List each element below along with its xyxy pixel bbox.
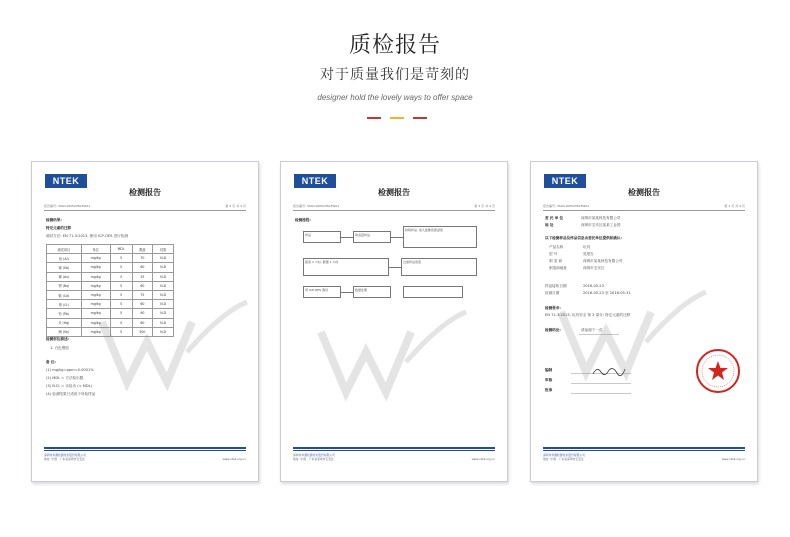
table-header-cell: 单位: [81, 245, 110, 254]
report-card-2[interactable]: [280, 161, 508, 482]
field-label: 型 号: [549, 252, 558, 256]
watermark-icon: [551, 272, 711, 382]
footer-website: www.ntek.org.cn: [721, 457, 745, 461]
report-card-3[interactable]: [530, 161, 758, 482]
date-value: 2016-05-23 至 2016-05-31: [583, 291, 631, 295]
report-meta: [293, 204, 495, 211]
table-cell: mg/kg: [81, 318, 110, 327]
report-title: 检测报告: [628, 188, 660, 197]
footer-address: 地址: 中国 · 广东省深圳市宝安区: [44, 457, 85, 461]
flow-step-5: 过滤样品溶液: [401, 258, 477, 276]
dash-yellow: [390, 117, 404, 119]
sample-info-heading: 以下检测样品及样品信息由委托单位提供和确认:: [545, 236, 622, 240]
report-footer: [293, 450, 495, 467]
ntek-logo: NTEK: [45, 174, 87, 188]
table-cell: 25: [132, 272, 153, 281]
sample-heading: 检测部位描述:: [46, 337, 69, 341]
sign-line: [571, 393, 631, 394]
footer-website: www.ntek.org.cn: [471, 457, 495, 461]
table-cell: 5: [110, 309, 132, 318]
table-cell: 5: [110, 272, 132, 281]
dash-red-right: [413, 117, 427, 119]
result-value: 请参阅下一页: [581, 328, 603, 332]
flow-step-4: 振荡 1 小时, 静置 1 小时: [303, 258, 389, 276]
table-cell: 5: [110, 290, 132, 299]
table-header-cell: 限值: [132, 245, 153, 254]
standard-label: 检测要求:: [545, 306, 561, 310]
table-cell: N.D: [153, 300, 174, 309]
table-cell: 5: [110, 327, 132, 336]
table-cell: 硒 (Se): [47, 327, 82, 336]
section-heading: 特定元素的迁移: [46, 226, 72, 230]
date-value: 2016-05-23: [583, 284, 604, 288]
table-cell: 铝 (Al): [47, 254, 82, 263]
table-cell: 锑 (Sb): [47, 263, 82, 272]
table-cell: mg/kg: [81, 254, 110, 263]
ntek-logo: NTEK: [294, 174, 336, 188]
report-meta: [44, 204, 246, 211]
address-value: 深圳市宝安区某某工业园: [581, 223, 621, 227]
footer-company: 深圳市华测检测技术股份有限公司: [44, 453, 86, 457]
flow-step-7: 数据处理: [353, 286, 391, 298]
footer-address: 地址: 中国 · 广东省深圳市宝安区: [543, 457, 584, 461]
client-value: 深圳市某某科技有限公司: [581, 216, 621, 220]
table-cell: 砷 (As): [47, 272, 82, 281]
table-row: [47, 254, 174, 263]
table-header-row: [47, 245, 174, 254]
table-cell: 铅 (Pb): [47, 309, 82, 318]
client-label: 委 托 单 位: [545, 216, 564, 220]
standard-value: EN 71-3:2013, 玩具安全 第 3 部分: 特定元素的迁移: [545, 313, 631, 317]
table-cell: 5: [110, 300, 132, 309]
page-subtitle: 对于质量我们是苛刻的: [320, 67, 470, 83]
table-cell: 钡 (Ba): [47, 281, 82, 290]
test-method: 测试方法: EN 71-3:2013, 使用 ICP-OES 进行检测: [46, 234, 128, 238]
ntek-logo: NTEK: [544, 174, 586, 188]
table-cell: N.D: [153, 327, 174, 336]
field-value: 深圳市某某科技有限公司: [583, 259, 623, 263]
footer-address: 地址: 中国 · 广东省深圳市宝安区: [293, 457, 334, 461]
table-header-cell: MDL: [110, 245, 132, 254]
table-cell: 75: [132, 290, 153, 299]
report-meta: [543, 204, 745, 211]
table-cell: N.D: [153, 263, 174, 272]
watermark-icon: [92, 282, 252, 392]
table-cell: 70: [132, 254, 153, 263]
table-cell: mg/kg: [81, 300, 110, 309]
table-cell: mg/kg: [81, 263, 110, 272]
note-line: (1) mg/kg=ppm=0.0001%: [46, 368, 94, 372]
footer-website: www.ntek.org.cn: [222, 457, 246, 461]
date-label: 样品接收日期: [545, 284, 567, 288]
report-footer: [543, 450, 745, 467]
table-cell: N.D: [153, 309, 174, 318]
table-cell: N.D: [153, 272, 174, 281]
table-cell: mg/kg: [81, 309, 110, 318]
page-tagline: designer hold the lovely ways to offer space: [317, 93, 473, 102]
table-cell: N.D: [153, 290, 174, 299]
table-row: [47, 263, 174, 272]
note-line: (2) MDL = 方法检出限: [46, 376, 84, 380]
table-cell: 5: [110, 263, 132, 272]
table-cell: mg/kg: [81, 281, 110, 290]
table-cell: mg/kg: [81, 327, 110, 336]
flow-arrow: [341, 237, 353, 238]
footer-company: 深圳市华测检测技术股份有限公司: [543, 453, 585, 457]
sign-label: 编制: [545, 368, 553, 372]
result-label: 检测结论:: [545, 328, 561, 332]
table-cell: 5: [110, 281, 132, 290]
table-cell: 60: [132, 318, 153, 327]
sign-line: [571, 383, 631, 384]
field-value: 见报告: [583, 252, 594, 256]
dash-red-left: [367, 117, 381, 119]
sample-desc: 1. 白色塑胶: [50, 346, 69, 350]
table-cell: 镉 (Cd): [47, 290, 82, 299]
field-label: 制造商地址: [549, 266, 567, 270]
address-label: 地 址: [545, 223, 554, 227]
flow-arrow: [389, 267, 401, 268]
note-line: (4) 检测结果只适用于所检样品: [46, 392, 96, 396]
flow-step-6: 用 ICP-OES 测试: [303, 286, 341, 298]
watermark-icon: [311, 292, 471, 402]
report-page: 第 2 页 共 4 页: [225, 204, 246, 208]
page-title: 质检报告: [348, 33, 441, 58]
flow-step-1: 样品: [303, 231, 341, 243]
decorative-dashes: [367, 117, 427, 119]
table-cell: 500: [132, 327, 153, 336]
report-card-1[interactable]: [31, 161, 259, 482]
table-cell: 60: [132, 281, 153, 290]
section-heading: 检测结果:: [46, 218, 62, 222]
table-header-cell: 结果: [153, 245, 174, 254]
table-cell: 汞 (Hg): [47, 318, 82, 327]
report-number: 报告编号: 3SGC160523503W01: [293, 204, 340, 208]
report-footer: [44, 450, 246, 467]
footer-bar: [44, 447, 246, 449]
table-cell: N.D: [153, 254, 174, 263]
table-cell: mg/kg: [81, 272, 110, 281]
date-label: 检测日期: [545, 291, 560, 295]
table-cell: 5: [110, 254, 132, 263]
report-page: 第 1 页 共 4 页: [724, 204, 745, 208]
table-cell: 60: [132, 300, 153, 309]
report-title: 检测报告: [129, 188, 161, 197]
flow-step-2: 取适量样品: [353, 231, 391, 243]
note-line: (3) N.D. = 未检出 (< MDL): [46, 384, 93, 388]
table-row: [47, 272, 174, 281]
table-cell: N.D: [153, 318, 174, 327]
table-header-cell: 测试项目: [47, 245, 82, 254]
flow-arrow: [391, 237, 403, 238]
note-line: 备 注:: [46, 360, 56, 364]
table-cell: N.D: [153, 281, 174, 290]
footer-bar: [293, 447, 495, 449]
report-page: 第 3 页 共 4 页: [474, 204, 495, 208]
field-label: 产品名称: [549, 245, 564, 249]
table-cell: 60: [132, 263, 153, 272]
report-title: 检测报告: [378, 188, 410, 197]
report-number: 报告编号: 3SGC160523503W01: [44, 204, 91, 208]
table-cell: 90: [132, 309, 153, 318]
section-heading: 检测流程:: [295, 218, 311, 222]
report-number: 报告编号: 3SGC160523503W01: [543, 204, 590, 208]
flow-step-3: 称取样品, 加入盐酸溶液浸泡: [403, 226, 477, 248]
footer-company: 深圳市华测检测技术股份有限公司: [293, 453, 335, 457]
field-value: 深圳市宝安区: [583, 266, 605, 270]
table-cell: mg/kg: [81, 290, 110, 299]
table-cell: 5: [110, 318, 132, 327]
footer-bar: [543, 447, 745, 449]
sign-label: 审核: [545, 378, 553, 382]
table-cell: 铬 (Cr): [47, 300, 82, 309]
field-label: 制 造 商: [549, 259, 563, 263]
sign-label: 批准: [545, 388, 553, 392]
field-value: 玩具: [583, 245, 591, 249]
